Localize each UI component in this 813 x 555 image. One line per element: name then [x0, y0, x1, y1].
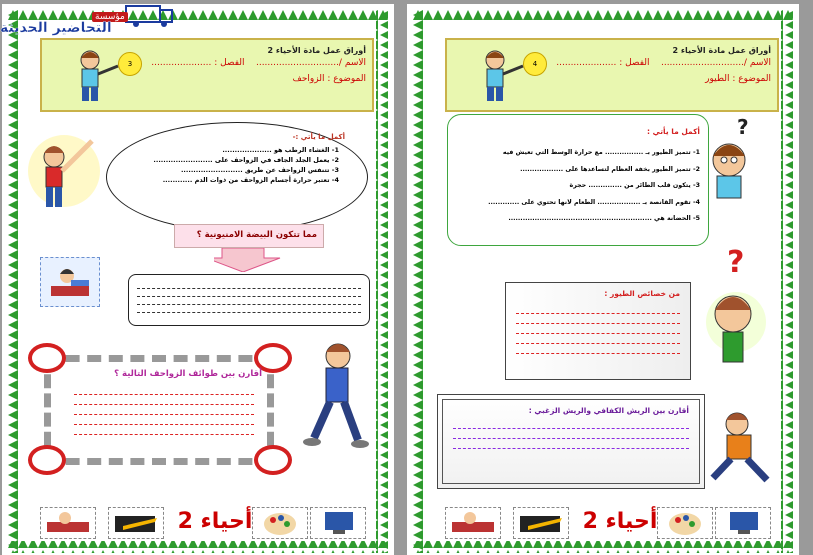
worksheet-header [445, 38, 779, 112]
footer-image [310, 507, 366, 539]
palette-icon [658, 508, 712, 538]
running-boy-icon [707, 408, 779, 488]
answer-line[interactable] [137, 305, 361, 313]
student-reading-icon [446, 508, 500, 538]
answer-line[interactable] [74, 425, 254, 435]
answer-line[interactable] [453, 419, 689, 429]
brand-title: التحاضير الحديثة [0, 20, 112, 36]
complete-item[interactable]: 2- يعمل الجلد الجاف في الزواحف على ........................ [153, 156, 339, 164]
answer-line[interactable] [453, 429, 689, 439]
boy-pointing-icon [467, 48, 527, 108]
corner-circle [28, 445, 66, 475]
boy-pointing-up-icon [24, 129, 104, 219]
complete-item[interactable]: 4- تقوم القانصة بـ .................. الطعام لانها تحتوي على ............. [488, 198, 700, 206]
compare-frame [26, 349, 296, 469]
footer-image [715, 507, 771, 539]
answer-line[interactable] [516, 344, 680, 354]
answer-line[interactable] [74, 385, 254, 395]
class-field[interactable]: الفصل : ..................... [151, 58, 245, 68]
features-heading: من خصائص الطيور : [604, 289, 680, 298]
footer-image [445, 507, 501, 539]
footer-image [657, 507, 713, 539]
compare-heading: أقارن بين طوائف الزواحف التالية ؟ [114, 369, 262, 379]
answer-line[interactable] [137, 281, 361, 289]
class-field[interactable]: الفصل : ..................... [556, 58, 650, 68]
footer-image [40, 507, 96, 539]
pencil-icon [109, 508, 163, 538]
footer-image [513, 507, 569, 539]
computer-icon [311, 508, 365, 538]
sheet-number: 4 [523, 52, 547, 76]
student-image [40, 257, 100, 307]
worksheet-header [40, 38, 374, 112]
down-arrow-icon [214, 248, 294, 272]
complete-oval [106, 122, 368, 232]
complete-item[interactable]: 2- تتميز الطيور بخفة العظام لتساعدها على .................. [520, 165, 700, 173]
sheet-number: 3 [118, 52, 142, 76]
svg-text:?: ? [737, 116, 749, 139]
answer-line[interactable] [516, 334, 680, 344]
answer-line[interactable] [516, 314, 680, 324]
footer-title: أحياء 2 [582, 509, 658, 534]
complete-item[interactable]: 5- الحضانة هي ............................................................ [508, 215, 700, 222]
pencil-icon [514, 508, 568, 538]
brand-logo [0, 0, 180, 38]
features-box [505, 282, 691, 380]
complete-item[interactable]: 1- تتميز الطيور بـ ................ مع حرارة الوسط التي تعيش فيه [502, 149, 700, 156]
answer-line[interactable] [137, 289, 361, 297]
thinking-boy-icon [703, 116, 773, 200]
boy-pointing-icon [62, 48, 122, 108]
student-reading-icon [41, 508, 95, 538]
svg-text:?: ? [727, 245, 745, 280]
palette-icon [253, 508, 307, 538]
complete-heading: أكمل ما يأتي : [647, 127, 700, 136]
complete-heading: أكمل ما يأتي :- [292, 133, 345, 141]
complete-item[interactable]: 4- تعتبر حرارة أجسام الزواحف من ذوات الدم ............ [162, 176, 339, 184]
worksheet-title: أوراق عمل مادة الأحياء 2 [267, 46, 366, 55]
complete-item[interactable]: 3- يتكون قلب الطائر من .............. حجرة [569, 182, 700, 189]
worksheet-title: أوراق عمل مادة الأحياء 2 [672, 46, 771, 55]
answer-line[interactable] [74, 405, 254, 415]
answer-line[interactable] [74, 395, 254, 405]
question-boy-icon [703, 242, 769, 374]
compare-heading: أقارن بين الريش الكفافي والريش الزغبي : [528, 406, 689, 415]
complete-item[interactable]: 3- تتنفس الزواحف عن طريق ......................... [180, 166, 339, 174]
footer-image [108, 507, 164, 539]
answer-line[interactable] [453, 439, 689, 449]
answer-box [128, 274, 370, 326]
corner-circle [254, 445, 292, 475]
complete-item[interactable]: 1- الغشاء الرطب هو .................... [222, 146, 339, 154]
topic-label: الموضوع : الزواحف [292, 74, 366, 84]
answer-line[interactable] [516, 304, 680, 314]
computer-icon [716, 508, 770, 538]
question-banner: مما تتكون البيضة الامنيونية ؟ [174, 224, 324, 248]
answer-line[interactable] [516, 324, 680, 334]
corner-circle [28, 343, 66, 373]
brand-subtitle: مؤسسة [92, 12, 128, 22]
worksheet-page-left [2, 4, 394, 555]
answer-line[interactable] [137, 297, 361, 305]
compare-box [437, 394, 705, 489]
student-reading-icon [41, 258, 99, 306]
truck-logo-icon [120, 0, 178, 30]
name-field[interactable]: الاسم /............................. [255, 58, 366, 68]
walking-boy-icon [300, 340, 370, 452]
topic-label: الموضوع : الطيور [705, 74, 771, 84]
footer-title: أحياء 2 [177, 509, 253, 534]
footer-icons [445, 507, 775, 539]
footer-image [252, 507, 308, 539]
complete-card [447, 114, 709, 246]
footer-icons [40, 507, 370, 539]
name-field[interactable]: الاسم /............................. [660, 58, 771, 68]
answer-line[interactable] [74, 415, 254, 425]
worksheet-page-right [407, 4, 799, 555]
